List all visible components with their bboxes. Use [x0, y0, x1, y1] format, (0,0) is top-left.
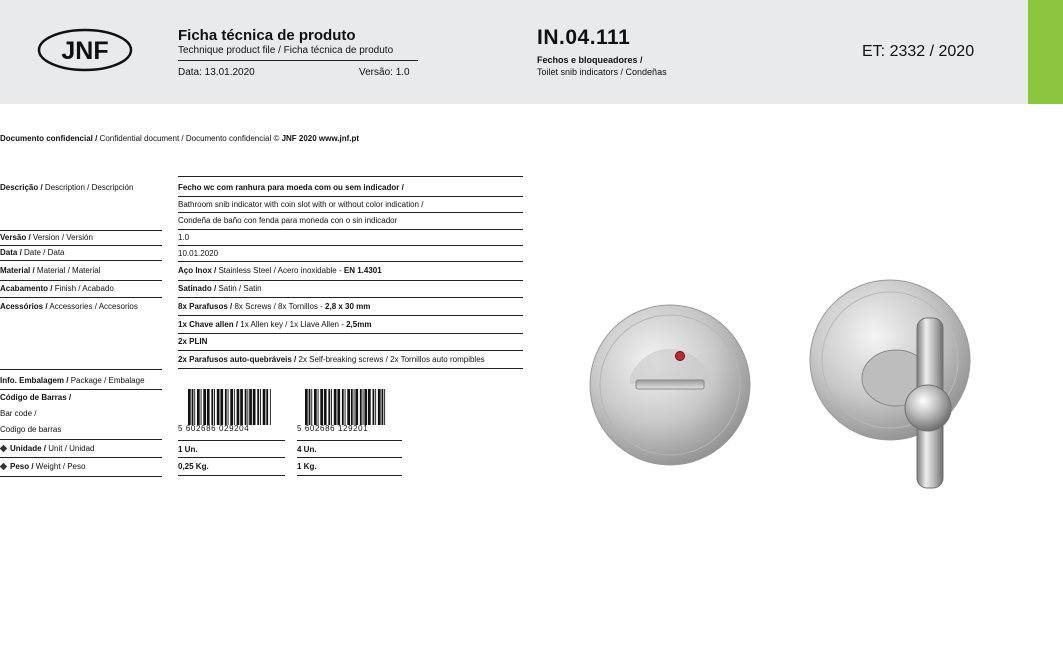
row-divider: [178, 229, 523, 230]
snib-knob: [905, 385, 951, 431]
row-divider: [0, 297, 162, 298]
package-label: Info. Embalagem / Package / Embalage: [0, 376, 145, 385]
barcode-digits-2: 5 602686 129201: [297, 424, 369, 433]
finish-value: Satinado / Satin / Satin: [178, 284, 262, 293]
snib-turn-rosette: [810, 280, 970, 488]
box-icon: [0, 445, 7, 452]
date-label: Data / Date / Data: [0, 248, 65, 257]
barcode-label-en: Bar code /: [0, 409, 37, 418]
header-divider: [178, 60, 418, 61]
row-divider: [0, 280, 162, 281]
material-value: Aço Inox / Stainless Steel / Acero inoxidable - EN 1.4301: [178, 266, 382, 275]
row-divider: [0, 260, 162, 261]
version-label: Versão / Version / Versión: [0, 233, 93, 242]
row-divider: [0, 439, 162, 440]
barcode-digits-1: 5 602686 029204: [178, 424, 250, 433]
weight-value-single: 0,25 Kg.: [178, 462, 209, 471]
description-label: Descrição / Description / Descripción: [0, 183, 134, 192]
product-category: Fechos e bloqueadores /: [537, 55, 643, 65]
logo-text: JNF: [61, 37, 109, 65]
description-en: Bathroom snib indicator with coin slot with or without color indication /: [178, 200, 424, 209]
row-divider: [297, 475, 402, 476]
product-code: IN.04.111: [537, 26, 631, 49]
product-category-translations: Toilet snib indicators / Condeñas: [537, 67, 667, 77]
document-title: Ficha técnica de produto: [178, 27, 356, 44]
accessory-screws: 8x Parafusos / 8x Screws / 8x Tornillos - 2,8 x 30 mm: [178, 302, 371, 311]
row-divider: [0, 389, 162, 390]
row-divider: [178, 196, 523, 197]
et-reference: ET: 2332 / 2020: [862, 43, 975, 60]
row-divider: [0, 476, 162, 477]
accessory-allen-key: 1x Chave allen / 1x Allen key / 1x Llave Allen - 2,5mm: [178, 320, 372, 329]
date-value: 10.01.2020: [178, 249, 219, 258]
row-divider: [178, 475, 285, 476]
unit-label: Unidade / Unit / Unidad: [0, 443, 94, 455]
accessory-self-breaking-screws: 2x Parafusos auto-quebráveis / 2x Self-breaking screws / 2x Tornillos auto rompibles: [178, 355, 485, 364]
row-divider: [178, 212, 523, 213]
finish-label: Acabamento / Finish / Acabado: [0, 284, 114, 293]
document-header: [0, 0, 1063, 104]
unit-value-package: 4 Un.: [297, 445, 317, 454]
weight-label: Peso / Weight / Peso: [0, 461, 85, 473]
row-divider: [178, 297, 523, 298]
indicator-rosette: [590, 305, 750, 465]
row-divider: [0, 245, 162, 246]
accessories-label: Acessórios / Accessories / Accesorios: [0, 302, 138, 311]
row-divider: [178, 280, 523, 281]
row-divider: [178, 440, 285, 441]
material-label: Material / Material / Material: [0, 266, 101, 275]
row-divider: [178, 315, 523, 316]
description-pt: Fecho wc com ranhura para moeda com ou sem indicador /: [178, 183, 404, 192]
document-version: Versão: 1.0: [359, 67, 410, 78]
jnf-logo: [37, 28, 133, 72]
row-divider: [297, 440, 402, 441]
product-photo: [580, 270, 995, 510]
row-divider: [0, 369, 162, 370]
barcode-label-es: Codigo de barras: [0, 425, 62, 434]
row-divider: [297, 457, 402, 458]
row-divider: [178, 333, 523, 334]
version-value: 1.0: [178, 233, 190, 242]
row-divider: [178, 457, 285, 458]
accent-bar: [1028, 0, 1063, 104]
accessory-plin: 2x PLIN: [178, 337, 208, 346]
unit-value-single: 1 Un.: [178, 445, 198, 454]
row-divider: [178, 176, 523, 177]
red-indicator: [676, 352, 685, 361]
barcode-label: Código de Barras /: [0, 393, 72, 402]
row-divider: [0, 230, 162, 231]
weight-value-package: 1 Kg.: [297, 462, 317, 471]
confidential-notice: Documento confidencial / Confidential document / Documento confidencial © JNF 2020 www.jnf.pt: [0, 134, 360, 143]
row-divider: [178, 368, 523, 369]
row-divider: [178, 261, 523, 262]
row-divider: [178, 245, 523, 246]
document-subtitle: Technique product file / Ficha técnica de produto: [178, 45, 394, 56]
description-es: Condeña de baño con fenda para moneda con o sin indicador: [178, 216, 398, 225]
row-divider: [178, 350, 523, 351]
document-date: Data: 13.01.2020: [178, 67, 255, 78]
box-icon: [0, 463, 7, 470]
row-divider: [0, 457, 162, 458]
